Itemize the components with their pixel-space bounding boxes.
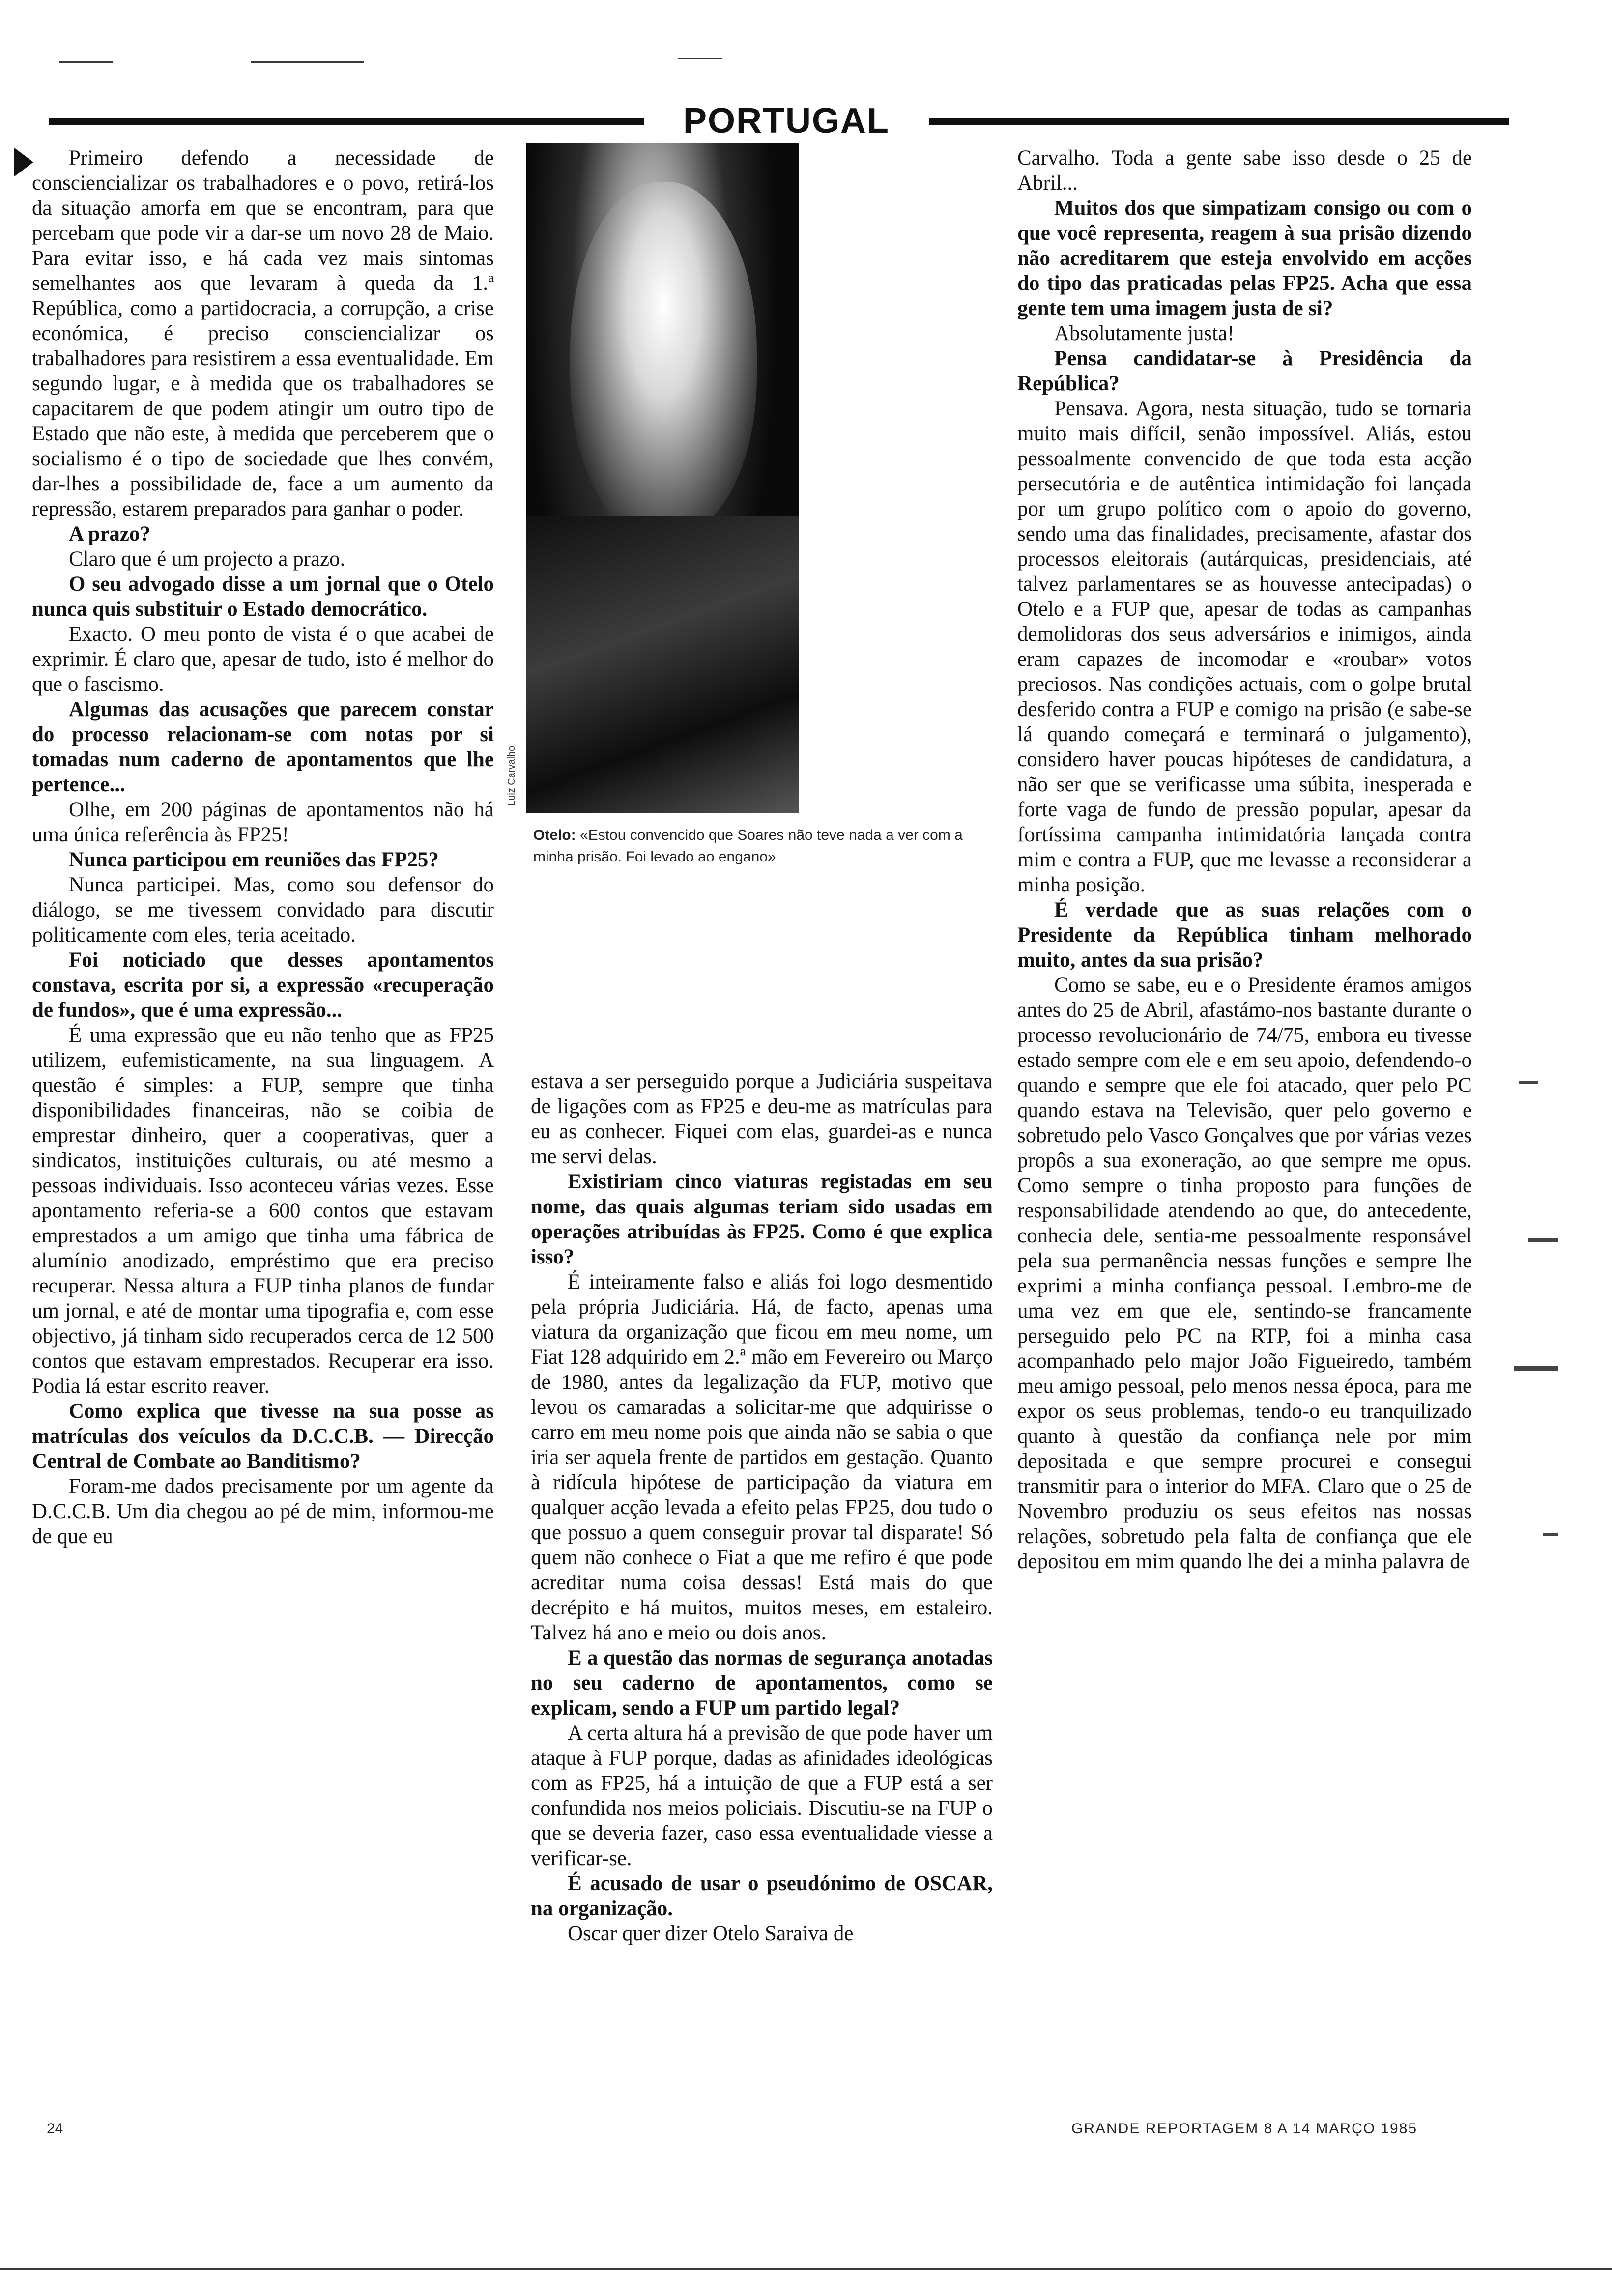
interview-answer: Primeiro defendo a necessidade de consciencializar os trabalhadores e o povo, retirá-los da situação amorfa em que se encontram, para que percebam que pode vir a dar-se um novo 28 de Maio. Para evitar isso, e há cada vez mais sintomas semelhantes aos que levaram à queda da 1.ª República, como a partidocracia, a corrupção, a crise económica, é preciso consciencializar os trabalhadores para resistirem a essa eventualidade. Em segundo lugar, e à medida que os trabalhadores se capacitarem de que podem atingir um outro tipo de Estado que não este, à medida que perceberem que o socialismo é o tipo de sociedade que lhes convém, dar-lhes a possibilidade de, face a um aumento da repressão, estarem preparados para ganhar o poder. <box>32 146 494 520</box>
interview-answer: A certa altura há a previsão de que pode haver um ataque à FUP porque, dadas as afinidades ideológicas com as FP25, há a intuição de que a FUP está a ser confundida nos meios policiais. Discutiu-se na FUP o que se deveria fazer, caso essa eventualidade viesse a verificar-se. <box>531 1722 993 1870</box>
interview-answer: Carvalho. Toda a gente sabe isso desde o 25 de Abril... <box>1017 146 1472 195</box>
interview-answer: Absolutamente justa! <box>1054 322 1235 345</box>
scan-line-top <box>251 61 364 63</box>
scan-line-top <box>59 61 113 63</box>
interview-answer: Nunca participei. Mas, como sou defensor do diálogo, se me tivessem convidado para discutir politicamente com eles, teria aceitado. <box>32 873 494 947</box>
interview-question: Nunca participou em reuniões das FP25? <box>69 848 439 871</box>
scan-line-bottom <box>0 2268 1612 2270</box>
interview-answer: É uma expressão que eu não tenho que as FP25 utilizem, eufemisticamente, na sua linguagem. A questão é simples: a FUP, sempre que tinha disponibilidades financeiras, não se coibia de emprestar dinheiro, quer a cooperativas, quer a sindicatos, instituições culturais, ou até mesmo a pessoas individuais. Isso aconteceu várias vezes. Esse apontamento referia-se a 600 contos que estavam emprestados a um amigo que tinha uma fábrica de alumínio anodizado, empréstimo que era preciso recuperar. Nessa altura a FUP tinha planos de fundar um jornal, e até de montar uma tipografia e, com esse objectivo, já tinham sido recuperados cerca de 12 500 contos que estavam emprestados. Recuperar era isso. Podia lá estar escrito reaver. <box>32 1024 494 1398</box>
interview-question: O seu advogado disse a um jornal que o Otelo nunca quis substituir o Estado democrático. <box>32 573 494 621</box>
interview-question: Existiriam cinco viaturas registadas em seu nome, das quais algumas teriam sido usadas em operações atribuídas às FP25. Como é que explica isso? <box>531 1170 993 1268</box>
portrait-shadow <box>526 516 799 813</box>
interview-question: Como explica que tivesse na sua posse as matrículas dos veículos da D.C.C.B. — Direcção Central de Combate ao Banditismo? <box>32 1400 494 1473</box>
interview-question: E a questão das normas de segurança anotadas no seu caderno de apontamentos, como se explicam, sendo a FUP um partido legal? <box>531 1646 993 1720</box>
publication-footer: GRANDE REPORTAGEM 8 A 14 MARÇO 1985 <box>1071 2121 1418 2137</box>
interview-answer: estava a ser perseguido porque a Judiciária suspeitava de ligações com as FP25 e deu-me as matrículas para eu as conhecer. Fiquei com elas, guardei-as e nunca me servi delas. <box>531 1070 993 1168</box>
scan-line-top <box>678 58 722 59</box>
photo-caption <box>533 825 988 868</box>
interview-answer: Claro que é um projecto a prazo. <box>69 547 345 571</box>
caption-label: Otelo: <box>533 827 576 843</box>
interview-answer: Foram-me dados precisamente por um agente da D.C.C.B. Um dia chegou ao pé de mim, informou-me de que eu <box>32 1475 494 1548</box>
continuation-arrow-icon <box>14 147 33 177</box>
scan-speck <box>1519 1081 1538 1084</box>
interview-question: Foi noticiado que desses apontamentos constava, escrita por si, a expressão «recuperação de fundos», que é uma expressão... <box>32 948 494 1022</box>
header-rule-left <box>49 118 644 125</box>
interview-question: Muitos dos que simpatizam consigo ou com o que você representa, reagem à sua prisão dizendo não acreditarem que esteja envolvido em acções do tipo das praticadas pelas FP25. Acha que essa gente tem uma imagem justa de si? <box>1017 197 1472 320</box>
column-1 <box>32 145 494 1549</box>
interview-answer: Oscar quer dizer Otelo Saraiva de <box>568 1922 854 1945</box>
header-rule-right <box>929 118 1509 125</box>
scan-speck <box>1528 1238 1558 1242</box>
portrait-face <box>570 182 757 536</box>
interview-question: A prazo? <box>69 522 151 545</box>
scan-speck <box>1543 1533 1558 1536</box>
interview-answer: Como se sabe, eu e o Presidente éramos amigos antes do 25 de Abril, afastámo-nos bastante durante o processo revolucionário de 74/75, embora eu tivesse estado sempre com ele e em seu apoio, defendendo-o quando e sempre que ele foi atacado, quer pelo PC quando estava na Televisão, quer pelo governo e sobretudo pelo Vasco Gonçalves que por várias vezes propôs a sua exoneração, ao que sempre me opus. Como sempre o tinha proposto para funções de responsabilidade atendendo ao que, do antecedente, conhecia dele, sentia-me pessoalmente responsável pela sua permanência nessas funções e sempre lhe exprimi a minha confiança pessoal. Lembro-me de uma vez em que ele, sentindo-se francamente perseguido pelo PC na RTP, foi a minha casa acompanhado pelo major João Figueiredo, também meu amigo pessoal, pelo menos nessa época, para me expor os seus problemas, tendo-o eu tranquilizado quanto à questão da confiança nele por mim depositada e que sempre procurei e consegui transmitir para o interior do MFA. Claro que o 25 de Novembro produziu os seus efeitos nas nossas relações, sobretudo pela falta de confiança que ele depositou em mim quando lhe dei a minha palavra de <box>1017 974 1472 1573</box>
photo-credit: Luiz Carvalho <box>506 746 517 806</box>
column-3 <box>1017 145 1472 1574</box>
interview-answer: É inteiramente falso e aliás foi logo desmentido pela própria Judiciária. Há, de facto, apenas uma viatura da organização que ficou em meu nome, um Fiat 128 adquirido em 2.ª mão em Fevereiro ou Março de 1980, antes da legalização da FUP, motivo que levou os camaradas a solicitar-me que adquirisse o carro em meu nome pois que ainda não se sabia o que iria ser aquela frente de partidos em gestação. Quanto à ridícula hipótese de participação da viatura em qualquer acção levada a efeito pelas FP25, dou tudo o que possuo a quem conseguir provar tal disparate! Só quem não conhece o Fiat a que me refiro é que pode acreditar numa coisa dessas! Está mais do que decrépito e há muitos, muitos meses, em estaleiro. Talvez há ano e meio ou dois anos. <box>531 1270 993 1644</box>
page-number: 24 <box>47 2121 63 2137</box>
column-2 <box>531 1069 993 2177</box>
interview-answer: Exacto. O meu ponto de vista é o que acabei de exprimir. É claro que, apesar de tudo, isto é melhor do que o fascismo. <box>32 623 494 696</box>
interview-answer: Olhe, em 200 páginas de apontamentos não há uma única referência às FP25! <box>32 798 494 846</box>
interview-question: Pensa candidatar-se à Presidência da República? <box>1017 347 1472 395</box>
interview-question: Algumas das acusações que parecem constar do processo relacionam-se com notas por si tomadas num caderno de apontamentos que lhe pertence... <box>32 698 494 796</box>
portrait-photo <box>526 143 799 813</box>
interview-question: É verdade que as suas relações com o Presidente da República tinham melhorado muito, antes da sua prisão? <box>1017 898 1472 972</box>
scan-speck <box>1514 1366 1558 1371</box>
interview-answer: Pensava. Agora, nesta situação, tudo se tornaria muito mais difícil, senão impossível. Aliás, estou pessoalmente convencido de que toda esta acção persecutória e de autêntica intimidação foi lançada por um grupo político com o apoio do governo, sendo uma das finalidades, precisamente, afastar dos processos eleitorais (autárquicas, presidenciais, até talvez parlamentares se as houvesse antecipadas) o Otelo e a FUP que, apesar de todas as campanhas demolidoras dos seus adversários e inimigos, ainda eram capazes de incomodar e «roubar» votos preciosos. Nas condições actuais, com o golpe brutal desferido contra a FUP e comigo na prisão (e sabe-se lá quando começará e terminará o julgamento), considero haver poucas hipóteses de candidatura, a não ser que se verificasse uma súbita, inesperada e forte vaga de fundo de pressão popular, apesar da fortíssima campanha intimidatória lançada contra mim e contra a FUP, que me levasse a reconsiderar a minha posição. <box>1017 397 1472 896</box>
section-title: PORTUGAL <box>683 101 890 141</box>
interview-question: É acusado de usar o pseudónimo de OSCAR, na organização. <box>531 1872 993 1920</box>
caption-text: «Estou convencido que Soares não teve nada a ver com a minha prisão. Foi levado ao engano» <box>533 827 963 865</box>
section-header <box>49 101 1465 141</box>
